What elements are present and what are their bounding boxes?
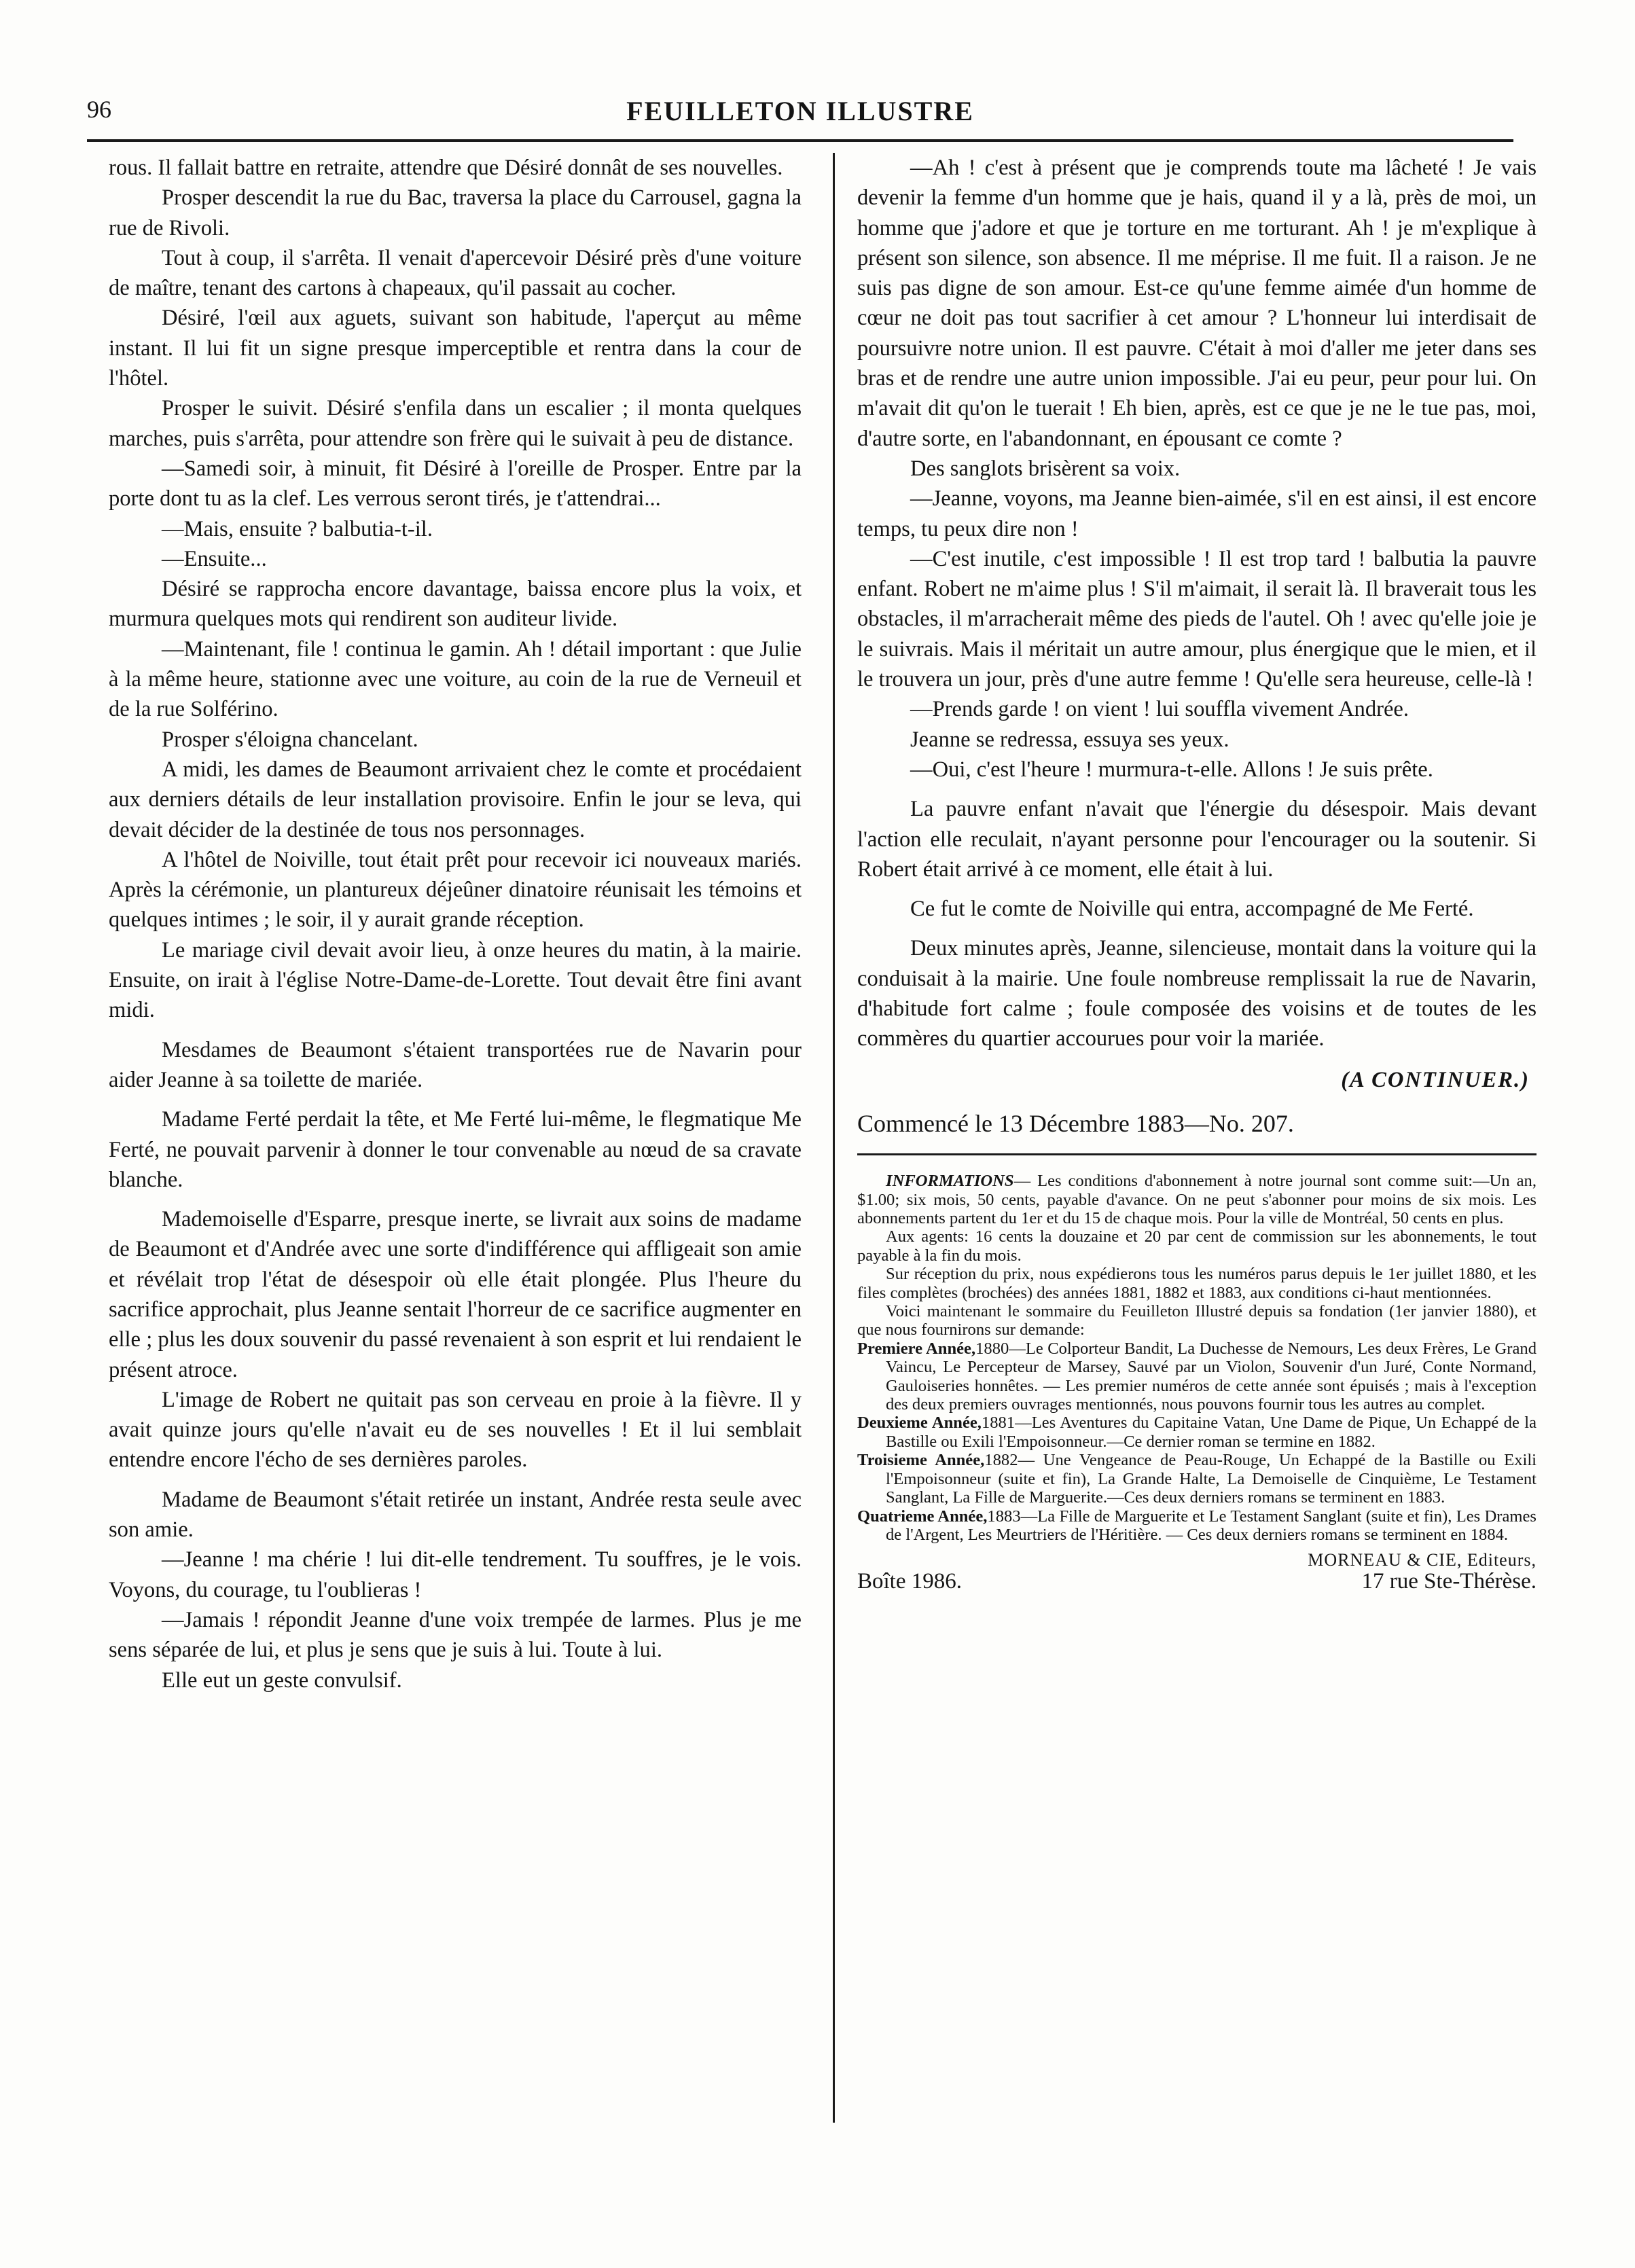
header-rule [87,139,1513,142]
year-label: Troisieme Année, [857,1451,985,1470]
post-box: Boîte 1986. [857,1568,962,1594]
column-divider [833,153,835,2123]
commence-line: Commencé le 13 Décembre 1883—No. 207. [857,1109,1294,1137]
paragraph: —Oui, c'est l'heure ! murmura-t-elle. Allons ! Je suis prête. [910,757,1433,782]
year-label: Deuxieme Année, [857,1414,982,1433]
paragraph: Prosper s'éloigna chancelant. [162,727,418,752]
year-label: Premiere Année, [857,1339,976,1358]
page-header [87,95,1513,136]
paragraph: —Jamais ! répondit Jeanne d'une voix trempée de larmes. Plus je me sens séparée de lui, et plus je sens que je suis à lui. Toute à lui. [109,1607,802,1663]
year-summary [857,1451,1537,1507]
paragraph: —Ensuite... [162,546,267,571]
paragraph: —C'est inutile, c'est impossible ! Il est trop tard ! balbutia la pauvre enfant. Robert ne m'aime plus ! S'il m'aimait, il serait là. Il braverait tous les obstacles, il m'arracherait même des pieds de l'autel. Oh ! avec qu'elle joie je le suivrais. Mais il méritait un autre amour, plus énergique que le mien, et il le trouvera un jour, près d'une autre femme ! Qu'elle sera heureuse, celle-là ! [857,546,1537,692]
running-title: FEUILLETON ILLUSTRE [626,96,974,126]
year-summary [857,1414,1537,1451]
informations-notice [857,1172,1537,1594]
info-rule [857,1153,1537,1155]
year-text: 1881—Les Aventures du Capitaine Vatan, Une Dame de Pique, Un Echappé de la Bastille ou Exili l'Empoisonneur.—Ce dernier roman se termine en 1882. [886,1414,1537,1451]
footer-address [857,1568,1537,1594]
year-text: 1882— Une Vengeance de Peau-Rouge, Un Echappé de la Bastille ou Exili l'Empoisonneur (suite et fin), La Grande Halte, La Demoiselle de Cinquième, Le Testament Sanglant, La Fille de Marguerite.—Ces deux derniers romans se terminent en 1883. [886,1451,1537,1507]
info-heading: INFORMATIONS [886,1172,1014,1191]
year-list [857,1339,1537,1544]
info-summary-intro: Voici maintenant le sommaire du Feuilleton Illustré depuis sa fondation (1er janvier 1880), et que nous fournirons sur demande: [857,1302,1537,1339]
paragraph: Désiré, l'œil aux aguets, suivant son habitude, l'aperçut au même instant. Il lui fit un signe presque imperceptible et rentra dans la cour de l'hôtel. [109,306,802,391]
paragraph: Jeanne se redressa, essuya ses yeux. [910,727,1229,752]
to-continue-note: (A CONTINUER.) [1341,1067,1530,1092]
paragraph: Deux minutes après, Jeanne, silencieuse, montait dans la voiture qui la conduisait à la mairie. Une foule nombreuse remplissait la rue de Navarin, d'habitude fort calme ; foule composée des voisins et de toutes de les commères du quartier accourues pour voir la mariée. [857,936,1537,1051]
info-agents: Aux agents: 16 cents la douzaine et 20 par cent de commission sur les abonnements, le tout payable à la fin du mois. [857,1227,1537,1265]
paragraph: —Prends garde ! on vient ! lui souffla vivement Andrée. [910,697,1409,722]
paragraph: Le mariage civil devait avoir lieu, à onze heures du matin, à la mairie. Ensuite, on irait à l'église Notre-Dame-de-Lorette. Tout devait être fini avant midi. [109,937,802,1023]
left-column [109,153,802,1695]
paragraph: —Jeanne ! ma chérie ! lui dit-elle tendrement. Tu souffres, je le vois. Voyons, du courage, tu l'oublieras ! [109,1547,802,1602]
year-label: Quatrieme Année, [857,1507,988,1526]
info-intro-text: — Les conditions d'abonnement à notre journal sont comme suit:—Un an, $1.00; six mois, 50 cents, payable d'avance. On ne peut s'abonner pour moins de six mois. Les abonnements partent du 1er et du 15 de chaque mois. Pour la ville de Montréal, 50 cents en plus. [857,1172,1537,1228]
right-column-text [857,153,1537,1054]
paragraph: Prosper le suivit. Désiré s'enfila dans un escalier ; il monta quelques marches, puis s'arrêta, pour attendre son frère qui le suivait à peu de distance. [109,396,802,451]
page-number: 96 [87,96,111,123]
paragraph: —Mais, ensuite ? balbutia-t-il. [162,516,433,541]
paragraph: —Samedi soir, à minuit, fit Désiré à l'oreille de Prosper. Entre par la porte dont tu as la clef. Les verrous seront tirés, je t'attendrai... [109,456,802,511]
paragraph: Désiré se rapprocha encore davantage, baissa encore plus la voix, et murmura quelques mots qui rendirent son auditeur livide. [109,577,802,632]
paragraph: Prosper descendit la rue du Bac, traversa la place du Carrousel, gagna la rue de Rivoli. [109,185,802,240]
paragraph: A l'hôtel de Noiville, tout était prêt pour recevoir ici nouveaux mariés. Après la cérémonie, un plantureux déjeûner dinatoire réunisait les témoins et quelques intimes ; le soir, il y aurait grande réception. [109,847,802,933]
paragraph: Tout à coup, il s'arrêta. Il venait d'apercevoir Désiré près d'une voiture de maître, tenant des cartons à chapeaux, qu'il passait au cocher. [109,245,802,301]
street-address: 17 rue Ste-Thérèse. [1361,1568,1537,1594]
year-summary [857,1339,1537,1414]
paragraph: —Maintenant, file ! continua le gamin. Ah ! détail important : que Julie à la même heure, stationne avec une voiture, au coin de la rue de Verneuil et de la rue Solférino. [109,636,802,722]
publisher: MORNEAU & CIE, Editeurs, [1308,1550,1537,1570]
year-text: 1883—La Fille de Marguerite et Le Testament Sanglant (suite et fin), Les Drames de l'Argent, Les Meurtriers de l'Héritière. — Ces deux derniers romans se terminent en 1884. [886,1507,1537,1544]
paragraph: —Jeanne, voyons, ma Jeanne bien-aimée, s'il en est ainsi, il est encore temps, tu peux dire non ! [857,486,1537,541]
year-text: 1880—Le Colporteur Bandit, La Duchesse de Nemours, Les deux Frères, Le Grand Vaincu, Le Percepteur de Marsey, Sauvé par un Violon, Souvenir d'un Juré, Conte Normand, Gauloiseries honnêtes. — Les premier numéros de cette année sont épuisés ; mais à l'exception des deux premiers ouvrages mentionnés, nous pouvons fournir tous les autres au complet. [886,1339,1537,1414]
paragraph: Mesdames de Beaumont s'étaient transportées rue de Navarin pour aider Jeanne à sa toilette de mariée. [109,1037,802,1092]
year-summary [857,1507,1537,1545]
paragraph: rous. Il fallait battre en retraite, attendre que Désiré donnât de ses nouvelles. [109,156,783,180]
paragraph: L'image de Robert ne quitait pas son cerveau en proie à la fièvre. Il y avait quinze jours qu'elle n'avait eu de ses nouvelles ! Et il lui semblait entendre encore l'écho de ses dernières paroles. [109,1387,802,1473]
info-intro [857,1172,1537,1227]
info-reception: Sur réception du prix, nous expédierons tous les numéros parus depuis le 1er juillet 1880, et les files complètes (brochées) des années 1881, 1882 et 1883, aux conditions ci-haut mentionnées. [857,1265,1537,1302]
paragraph: Madame Ferté perdait la tête, et Me Ferté lui-même, le flegmatique Me Ferté, ne pouvait parvenir à donner le tour convenable au nœud de sa cravate blanche. [109,1107,802,1192]
paragraph: Des sanglots brisèrent sa voix. [910,456,1181,481]
paragraph: Ce fut le comte de Noiville qui entra, accompagné de Me Ferté. [910,897,1474,922]
right-column [857,153,1537,1594]
paragraph: La pauvre enfant n'avait que l'énergie du désespoir. Mais devant l'action elle reculait, n'ayant personne pour l'encourager ou la soutenir. Si Robert était arrivé à ce moment, elle était à lui. [857,797,1537,882]
paragraph: A midi, les dames de Beaumont arrivaient chez le comte et procédaient aux derniers détails de leur installation provisoire. Enfin le jour se leva, qui devait décider de la destinée de tous nos personnages. [109,757,802,842]
paragraph: Elle eut un geste convulsif. [162,1668,402,1693]
paragraph: Madame de Beaumont s'était retirée un instant, Andrée resta seule avec son amie. [109,1487,802,1543]
paragraph: —Ah ! c'est à présent que je comprends toute ma lâcheté ! Je vais devenir la femme d'un homme que je hais, quand il y a là, près de moi, un homme que j'adore et que je torture en me torturant. Ah ! je m'explique à présent son silence, son absence. Il me méprise. Il me fuit. Il a raison. Je ne suis pas digne de son amour. Est-ce qu'une femme aimée d'un homme de cœur ne doit pas tout sacrifier à cet amour ? L'honneur lui interdisait de poursuivre notre union. Il est pauvre. C'était à moi d'aller me jeter dans ses bras et de rendre une autre union impossible. J'ai eu peur, peur pour lui. On m'avait dit qu'on le tuerait ! Eh bien, après, est ce que je ne le tue pas, moi, d'autre sorte, en l'abandonnant, en épousant ce comte ? [857,156,1537,451]
paragraph: Mademoiselle d'Esparre, presque inerte, se livrait aux soins de madame de Beaumont et d'Andrée avec une sorte d'indifférence qui affligeait son amie et révélait trop l'état de désespoir où elle était plongée. Plus l'heure du sacrifice approchait, plus Jeanne sentait l'horreur de ce sacrifice augmenter en elle ; plus les doux souvenir du passé revenaient à son esprit et lui rendaient le présent atroce. [109,1207,802,1382]
